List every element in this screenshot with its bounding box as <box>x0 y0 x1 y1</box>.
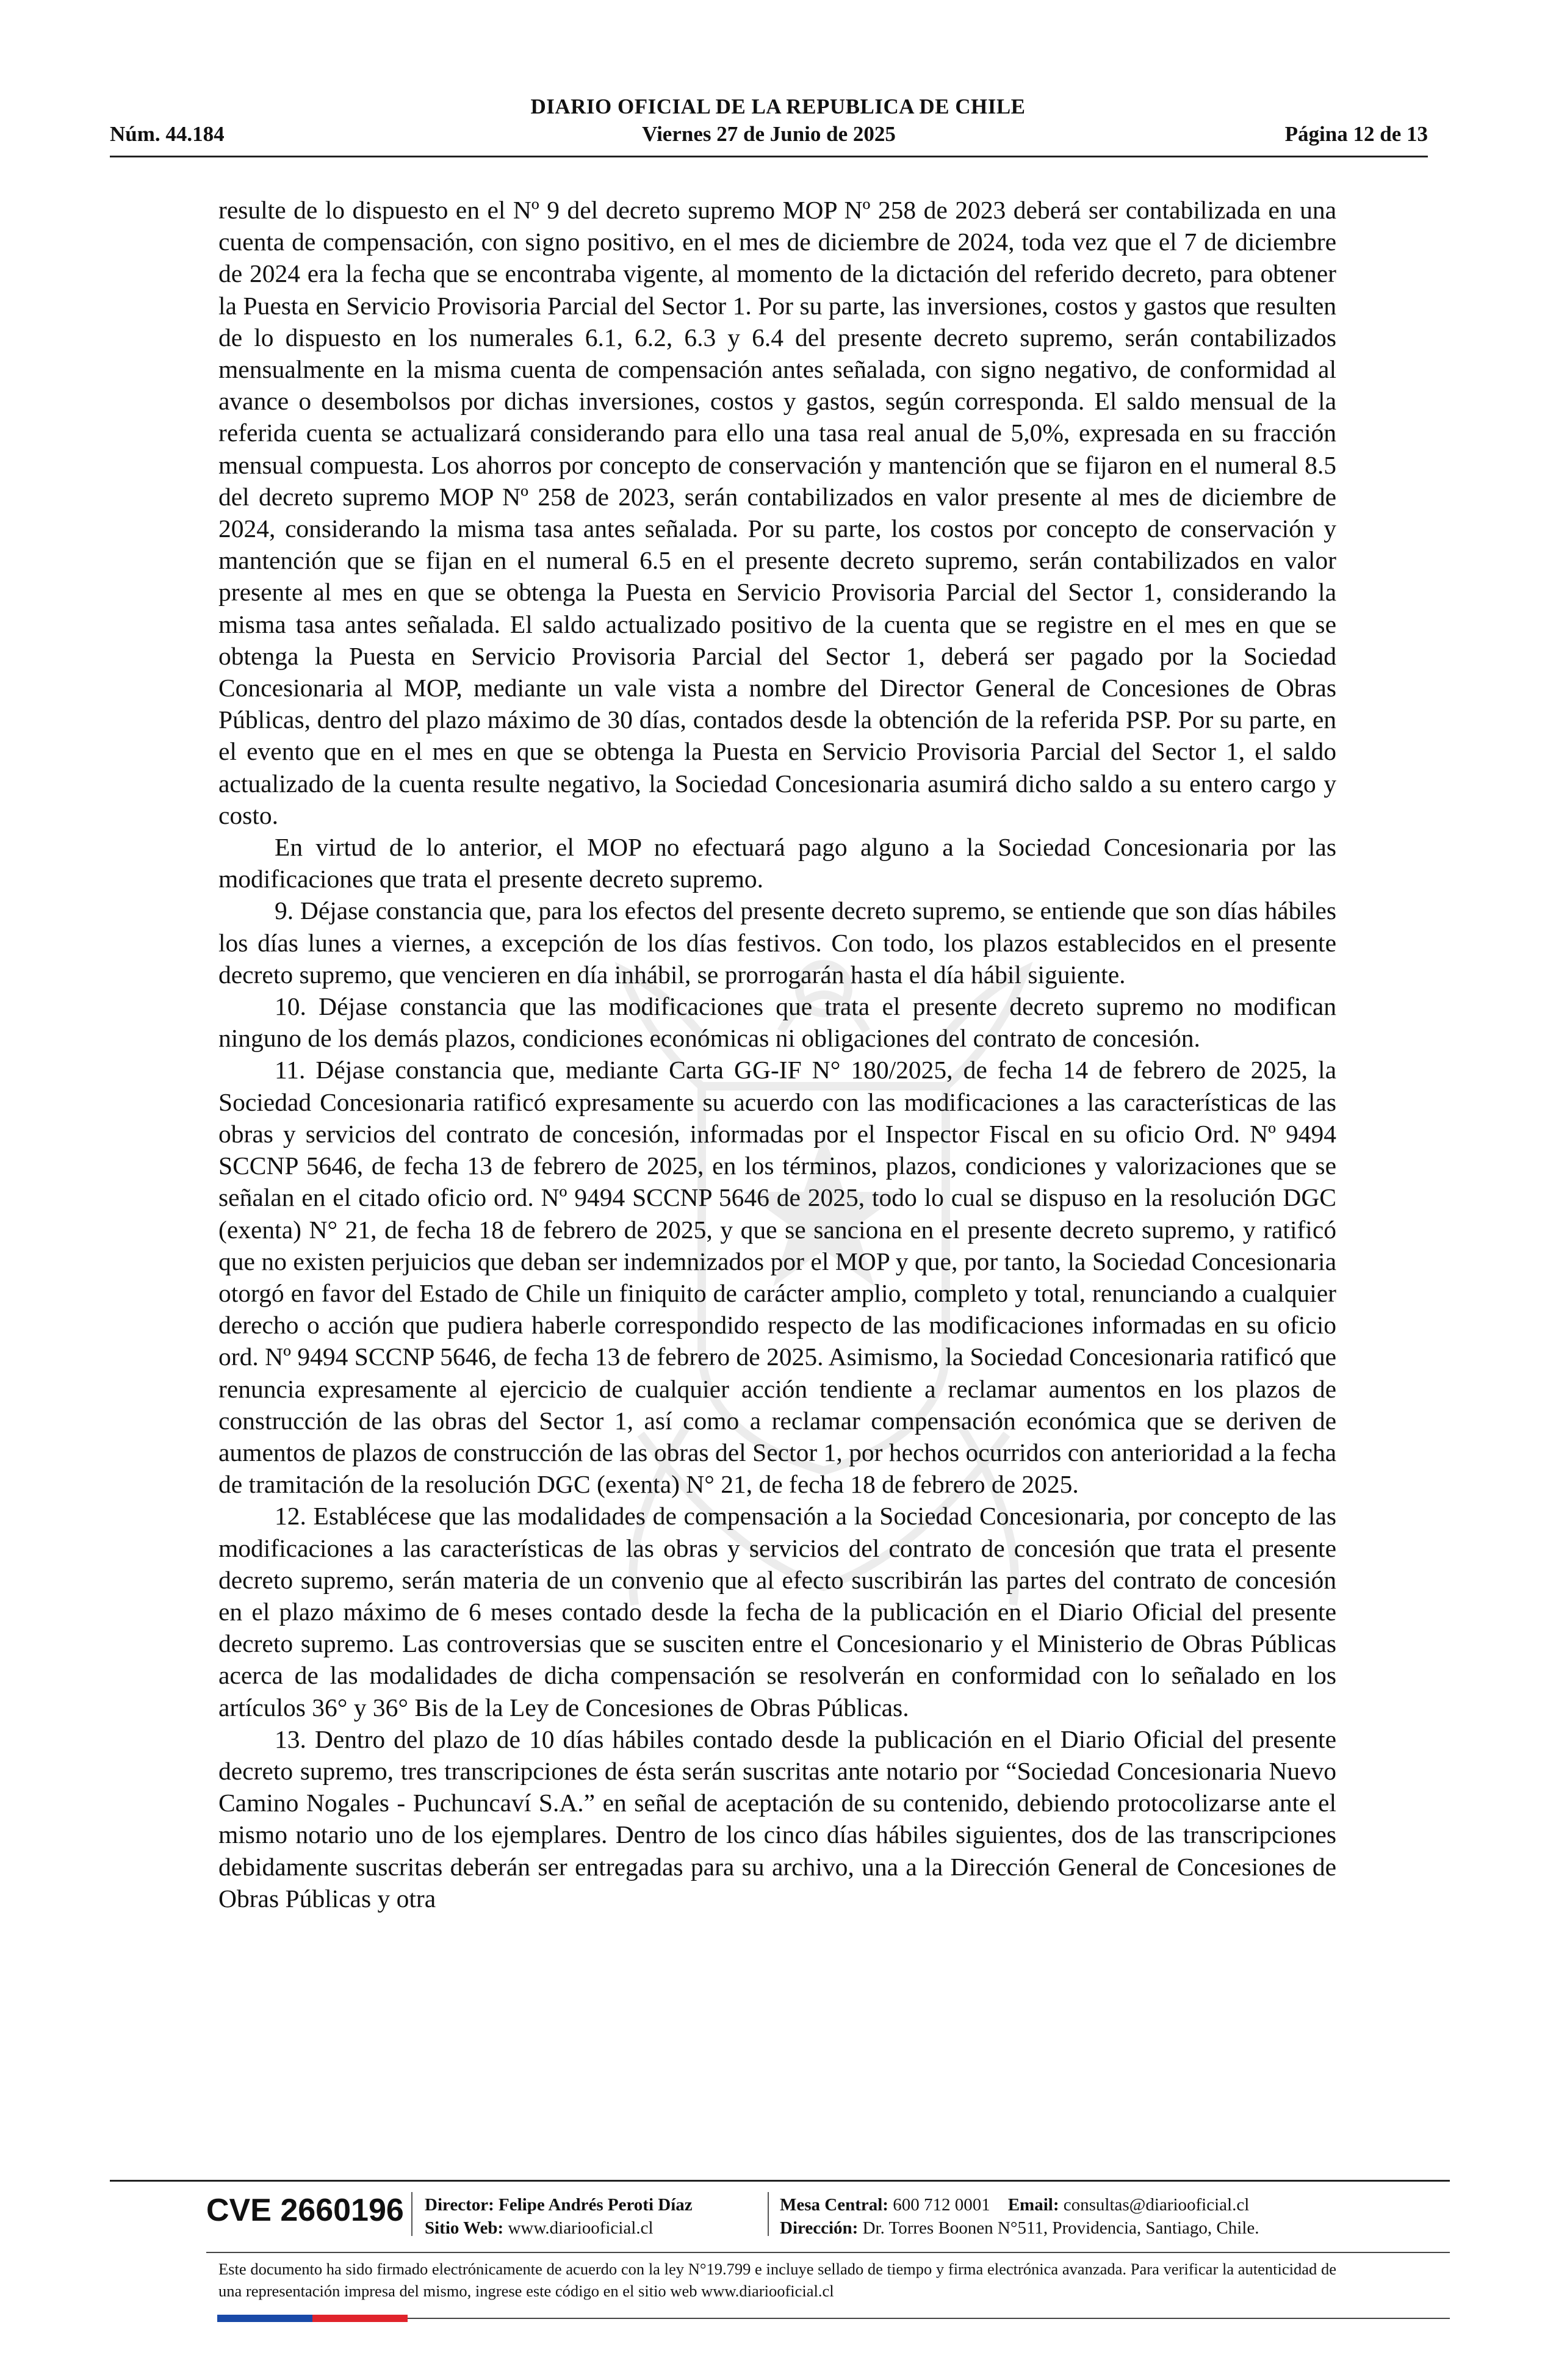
phone-value: 600 712 0001 <box>893 2195 990 2215</box>
paragraph-12: 12. Establécese que las modalidades de compensación a la Sociedad Concesionaria, por concepto de las modificaciones a las características de las obras y servicios del contrato de concesión que trata el presente decreto supremo, serán materia de un convenio que al efecto suscribirán las partes del contrato de concesión en el plazo máximo de 6 meses contado desde la fecha de la publicación en el Diario Oficial del presente decreto supremo. Las controversias que se susciten entre el Concesionario y el Ministerio de Obras Públicas acerca de las modalidades de dicha compensación se resolverán en conformidad con lo señalado en los artículos 36° y 36° Bis de la Ley de Concesiones de Obras Públicas. <box>218 1502 1336 1722</box>
paragraph-continuation: resulte de lo dispuesto en el Nº 9 del decreto supremo MOP Nº 258 de 2023 deberá ser contabilizada en una cuenta de compensación, con signo positivo, en el mes de diciembre de 2024, toda vez que el 7 de diciembre de 2024 era la fecha que se encontraba vigente, al momento de la dictación del referido decreto, para obtener la Puesta en Servicio Provisoria Parcial del Sector 1. Por su parte, las inversiones, costos y gastos que resulten de lo dispuesto en los numerales 6.1, 6.2, 6.3 y 6.4 del presente decreto supremo, serán contabilizados mensualmente en la misma cuenta de compensación antes señalada, con signo negativo, de conformidad al avance o desembolsos por dichas inversiones, costos y gastos, según corresponda. El saldo mensual de la referida cuenta se actualizará considerando para ello una tasa real anual de 5,0%, expresada en su fracción mensual compuesta. Los ahorros por concepto de conservación y mantención que se fijaron en el numeral 8.5 del decreto supremo MOP Nº 258 de 2023, serán contabilizados en valor presente al mes de diciembre de 2024, considerando la misma tasa antes señalada. Por su parte, los costos por concepto de conservación y mantención que se fijan en el numeral 6.5 en el presente decreto supremo, serán contabilizados en valor presente al mes en que se obtenga la Puesta en Servicio Provisoria Parcial del Sector 1, considerando la misma tasa antes señalada. El saldo actualizado positivo de la cuenta que se registre en el mes en que se obtenga la Puesta en Servicio Provisoria Parcial del Sector 1, deberá ser pagado por la Sociedad Concesionaria al MOP, mediante un vale vista a nombre del Director General de Concesiones de Obras Públicas, dentro del plazo máximo de 30 días, contados desde la obtención de la referida PSP. Por su parte, en el evento que en el mes en que se obtenga la Puesta en Servicio Provisoria Parcial del Sector 1, el saldo actualizado de la cuenta resulte negativo, la Sociedad Concesionaria asumirá dicho saldo a su entero cargo y costo. <box>218 196 1336 829</box>
document-body <box>218 194 1336 1914</box>
signature-notice: Este documento ha sido firmado electrónicamente de acuerdo con la ley N°19.799 e incluye sellado de tiempo y firma electrónica avanzada. Para verificar la autenticidad de una representación impresa del mismo, ingrese este código en el sitio web www.diariooficial.cl <box>218 2260 1336 2300</box>
header-divider <box>110 156 1428 157</box>
flag-stripe <box>217 2315 408 2322</box>
footer-contact-block <box>780 2193 1259 2240</box>
site-link[interactable]: www.diariooficial.cl <box>508 2218 654 2238</box>
footer-divider <box>110 2180 1450 2182</box>
header-row <box>110 122 1428 149</box>
site-label: Sitio Web: <box>425 2218 504 2238</box>
director-name: Felipe Andrés Peroti Díaz <box>499 2195 693 2215</box>
address-value: Dr. Torres Boonen N°511, Providencia, Santiago, Chile. <box>862 2218 1259 2238</box>
director-label: Director: <box>425 2195 494 2215</box>
cve-code: CVE 2660196 <box>206 2193 404 2228</box>
footer-director-block <box>425 2193 693 2240</box>
paragraph-11: 11. Déjase constancia que, mediante Carta GG-IF N° 180/2025, de fecha 14 de febrero de 2025, la Sociedad Concesionaria ratificó expresamente su acuerdo con las modificaciones a las características de las obras y servicios del contrato de concesión, informadas por el Inspector Fiscal en su oficio Ord. Nº 9494 SCCNP 5646, de fecha 13 de febrero de 2025, en los términos, plazos, condiciones y valorizaciones que se señalan en el citado oficio ord. Nº 9494 SCCNP 5646 de 2025, todo lo cual se dispuso en la resolución DGC (exenta) N° 21, de fecha 18 de febrero de 2025, y que se sanciona en el presente decreto supremo, y ratificó que no existen perjuicios que deban ser indemnizados por el MOP y que, por tanto, la Sociedad Concesionaria otorgó en favor del Estado de Chile un finiquito de carácter amplio, completo y total, renunciando a cualquier derecho o acción que pudiera haberle correspondido respecto de las modificaciones informadas en su oficio ord. Nº 9494 SCCNP 5646, de fecha 13 de febrero de 2025. Asimismo, la Sociedad Concesionaria ratificó que renuncia expresamente al ejercicio de cualquier acción tendiente a reclamar aumentos en los plazos de construcción de las obras del Sector 1, así como a reclamar compensación económica que se deriven de aumentos de plazos de construcción de las obras del Sector 1, por hechos ocurridos con anterioridad a la fecha de tramitación de la resolución DGC (exenta) N° 21, de fecha 18 de febrero de 2025. <box>218 1056 1336 1499</box>
email-label: Email: <box>1007 2195 1059 2215</box>
footer-divider <box>408 2318 1450 2319</box>
flag-red <box>312 2315 408 2322</box>
footer-divider <box>206 2252 1450 2253</box>
flag-blue <box>217 2315 312 2322</box>
newspaper-title: DIARIO OFICIAL DE LA REPUBLICA DE CHILE <box>530 95 1026 118</box>
paragraph: En virtud de lo anterior, el MOP no efectuará pago alguno a la Sociedad Concesionaria por las modificaciones que trata el presente decreto supremo. <box>218 833 1336 893</box>
footer-separator <box>411 2192 412 2236</box>
footer-separator <box>768 2192 769 2236</box>
paragraph-13: 13. Dentro del plazo de 10 días hábiles contado desde la publicación en el Diario Oficial del presente decreto supremo, tres transcripciones de ésta serán suscritas ante notario por “Sociedad Concesionaria Nuevo Camino Nogales - Puchuncaví S.A.” en señal de aceptación de su contenido, debiendo protocolizarse ante el mismo notario uno de los ejemplares. Dentro de los cinco días hábiles siguientes, dos de las transcripciones debidamente suscritas deberán ser entregadas para su archivo, una a la Dirección General de Concesiones de Obras Públicas y otra <box>218 1725 1336 1913</box>
paragraph-9: 9. Déjase constancia que, para los efectos del presente decreto supremo, se entiende que son días hábiles los días lunes a viernes, a excepción de los días festivos. Con todo, los plazos establecidos en el presente decreto supremo, que vencieren en día inhábil, se prorrogarán hasta el día hábil siguiente. <box>218 896 1336 989</box>
address-label: Dirección: <box>780 2218 859 2238</box>
email-link[interactable]: consultas@diariooficial.cl <box>1063 2195 1250 2215</box>
phone-label: Mesa Central: <box>780 2195 888 2215</box>
paragraph-10: 10. Déjase constancia que las modificaciones que trata el presente decreto supremo no modifican ninguno de los demás plazos, condiciones económicas ni obligaciones del contrato de concesión. <box>218 992 1336 1053</box>
page-number: Página 12 de 13 <box>1284 122 1428 146</box>
issue-number: Núm. 44.184 <box>110 122 225 146</box>
issue-date: Viernes 27 de Junio de 2025 <box>642 122 896 146</box>
